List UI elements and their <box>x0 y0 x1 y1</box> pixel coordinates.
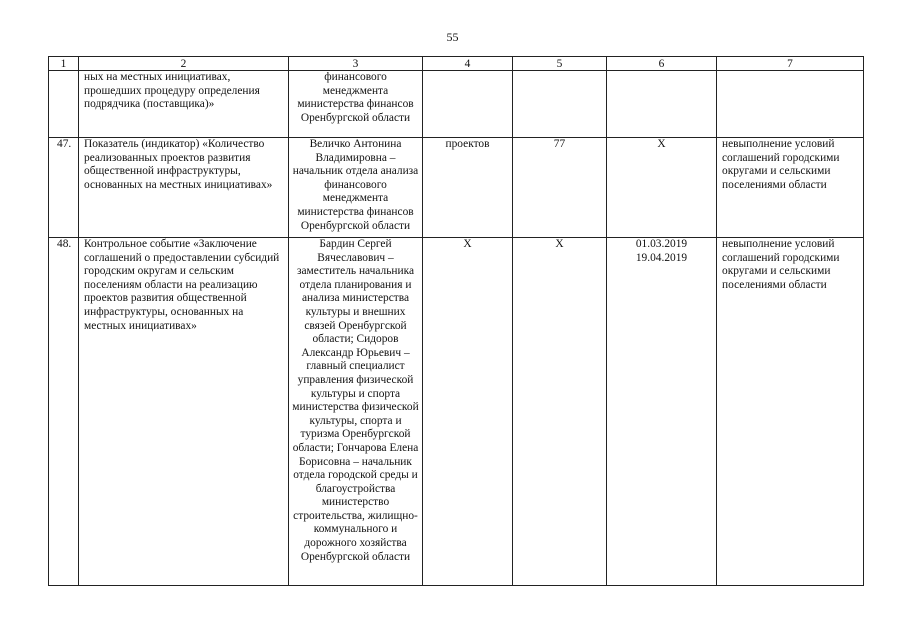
row-name: Контрольное событие «Заключение соглашений о предоставлении субсидий городским округам и сельским поселениям области на реализацию проектов развития общественной инфраструктуры, основанных на местных инициативах» <box>79 238 289 586</box>
row-number: 47. <box>49 138 79 238</box>
row-risk: невыполнение условий соглашений городскими округами и сельскими поселениями области <box>717 138 864 238</box>
table-row <box>49 238 864 586</box>
column-header: 7 <box>717 57 864 71</box>
row-dates <box>607 138 717 238</box>
row-unit: проектов <box>423 138 513 238</box>
row-dates <box>607 238 717 586</box>
column-numbers-row <box>49 57 864 71</box>
column-header: 4 <box>423 57 513 71</box>
row-unit <box>423 71 513 138</box>
row-risk: невыполнение условий соглашений городскими округами и сельскими поселениями области <box>717 238 864 586</box>
row-value: Х <box>513 238 607 586</box>
row-name: Показатель (индикатор) «Количество реализованных проектов развития общественной инфраструктуры, основанных на местных инициативах» <box>79 138 289 238</box>
column-header: 5 <box>513 57 607 71</box>
row-date-start: Х <box>657 138 666 150</box>
row-dates <box>607 71 717 138</box>
row-responsible: Бардин Сергей Вячеславович – заместитель начальника отдела планирования и анализа министерства культуры и внешних связей Оренбургской области; Сидоров Александр Юрьевич – главный специалист управления физической культуры и спорта министерства физической культуры, спорта и туризма Оренбургской области; Гончарова Елена Борисовна – начальник отдела городской среды и благоустройства министерство строительства, жилищно-коммунального и дорожного хозяйства Оренбургской области <box>289 238 423 586</box>
row-unit: Х <box>423 238 513 586</box>
row-value <box>513 71 607 138</box>
column-header: 2 <box>79 57 289 71</box>
row-number <box>49 71 79 138</box>
table-row <box>49 138 864 238</box>
row-responsible: финансового менеджмента министерства финансов Оренбургской области <box>289 71 423 138</box>
row-value: 77 <box>513 138 607 238</box>
row-name: ных на местных инициативах, прошедших процедуру определения подрядчика (поставщика)» <box>79 71 289 138</box>
row-date-end: 19.04.2019 <box>635 251 688 264</box>
plan-table <box>48 56 864 586</box>
column-header: 6 <box>607 57 717 71</box>
row-responsible: Величко Антонина Владимировна – начальник отдела анализа финансового менеджмента министерства финансов Оренбургской области <box>289 138 423 238</box>
page-number: 55 <box>446 30 459 44</box>
row-number: 48. <box>49 238 79 586</box>
table-row <box>49 71 864 138</box>
column-header: 1 <box>49 57 79 71</box>
column-header: 3 <box>289 57 423 71</box>
row-risk <box>717 71 864 138</box>
row-date-start: 01.03.2019 <box>635 238 688 250</box>
